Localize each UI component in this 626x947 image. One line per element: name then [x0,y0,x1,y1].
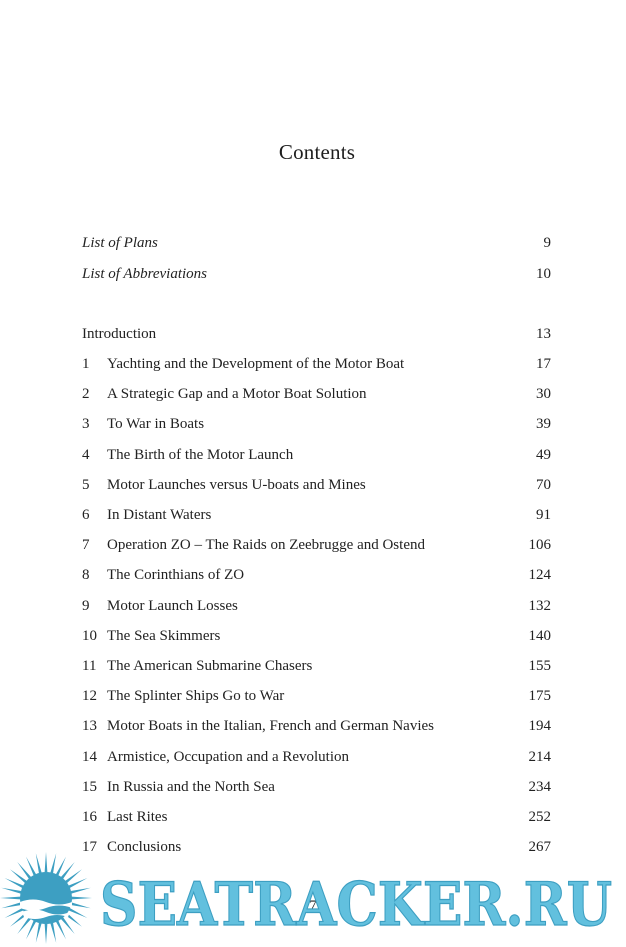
toc-entry-label: Conclusions [107,839,182,855]
toc-entry-list-of-abbreviations[interactable] [82,263,551,285]
toc-entry-chapter-7[interactable] [82,534,551,556]
toc-entry-label: Last Rites [107,809,168,825]
toc-entry-page: 214 [528,749,551,765]
toc-entry-chapter-3[interactable] [82,413,551,435]
toc-entry-number: 2 [82,386,90,402]
toc-entry-chapter-16[interactable] [82,806,551,828]
page-number: 7 [309,898,317,914]
toc-entry-label: Motor Launches versus U-boats and Mines [107,477,366,493]
toc-entry-number: 6 [82,507,90,523]
toc-entry-chapter-5[interactable] [82,474,551,496]
toc-entry-label: Operation ZO – The Raids on Zeebrugge and Ostend [107,537,425,553]
toc-entry-label: Motor Launch Losses [107,598,238,614]
toc-entry-label: The Corinthians of ZO [107,567,245,583]
toc-entry-number: 12 [82,688,97,704]
toc-entry-number: 17 [82,839,97,855]
watermark-text: SEATRACKER.RU [100,870,612,940]
toc-entry-number: 15 [82,779,97,795]
toc-entry-number: 1 [82,356,90,372]
toc-entry-label: In Russia and the North Sea [107,779,275,795]
toc-entry-list-of-plans[interactable] [82,232,551,254]
toc-entry-chapter-2[interactable] [82,383,551,405]
toc-entry-label: Yachting and the Development of the Motor Boat [107,356,405,372]
toc-entry-page: 132 [528,598,551,614]
toc-entry-page: 17 [536,356,551,372]
toc-entry-number: 11 [82,658,97,674]
toc-entry-chapter-13[interactable] [82,715,551,737]
toc-entry-chapter-12[interactable] [82,685,551,707]
toc-entry-number: 7 [82,537,90,553]
toc-entry-page: 9 [543,235,551,251]
sun-logo-icon [0,852,92,944]
toc-entry-label: The Sea Skimmers [107,628,221,644]
toc-entry-page: 10 [536,266,551,282]
toc-entry-page: 194 [528,718,551,734]
toc-entry-number: 4 [82,447,90,463]
toc-entry-page: 106 [528,537,551,553]
toc-entry-chapter-15[interactable] [82,776,551,798]
toc-entry-number: 13 [82,718,97,734]
toc-entry-label: The Birth of the Motor Launch [107,447,294,463]
toc-entry-page: 267 [528,839,551,855]
page-title: Contents [278,140,356,164]
toc-entry-chapter-4[interactable] [82,444,551,466]
toc-entry-label: To War in Boats [107,416,205,432]
toc-entry-page: 252 [528,809,551,825]
toc-entry-label: The Splinter Ships Go to War [107,688,285,704]
toc-entry-number: 16 [82,809,97,825]
toc-entry-page: 30 [536,386,551,402]
toc-entry-introduction[interactable] [82,323,551,345]
toc-entry-chapter-1[interactable] [82,353,551,375]
toc-entry-number: 5 [82,477,90,493]
toc-entry-number: 3 [82,416,90,432]
toc-entry-page: 124 [528,567,551,583]
toc-entry-page: 91 [536,507,551,523]
toc-entry-label: Introduction [82,326,157,342]
toc-entry-page: 70 [536,477,551,493]
toc-entry-chapter-14[interactable] [82,746,551,768]
toc-entry-number: 14 [82,749,97,765]
toc-entry-chapter-10[interactable] [82,625,551,647]
toc-entry-page: 39 [536,416,551,432]
watermark [0,850,626,947]
toc-entry-chapter-6[interactable] [82,504,551,526]
toc-entry-number: 9 [82,598,90,614]
toc-entry-label: List of Abbreviations [82,266,208,282]
toc-entry-page: 140 [528,628,551,644]
toc-entry-page: 234 [528,779,551,795]
toc-entry-label: In Distant Waters [107,507,212,523]
toc-entry-chapter-11[interactable] [82,655,551,677]
toc-entry-page: 13 [536,326,551,342]
toc-entry-number: 8 [82,567,90,583]
toc-entry-label: Motor Boats in the Italian, French and German Navies [107,718,434,734]
toc-entry-label: A Strategic Gap and a Motor Boat Solution [107,386,367,402]
toc-entry-page: 155 [528,658,551,674]
toc-entry-label: Armistice, Occupation and a Revolution [107,749,350,765]
toc-entry-chapter-9[interactable] [82,595,551,617]
toc-entry-page: 175 [528,688,551,704]
toc-entry-page: 49 [536,447,551,463]
toc-entry-chapter-8[interactable] [82,564,551,586]
toc-entry-label: List of Plans [82,235,158,251]
toc-entry-label: The American Submarine Chasers [107,658,313,674]
toc-entry-number: 10 [82,628,97,644]
